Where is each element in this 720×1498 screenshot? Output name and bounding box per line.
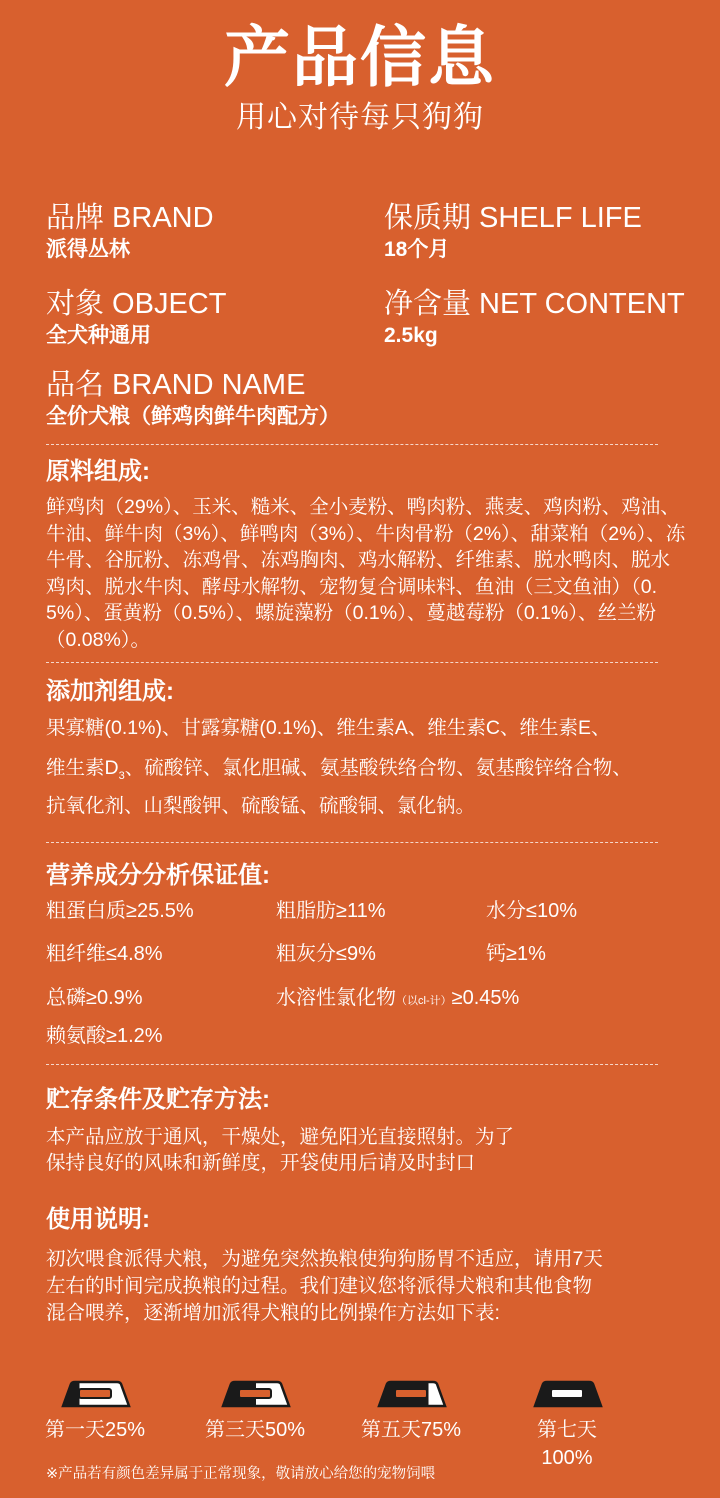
nutrition-heading: 营养成分分析保证值: xyxy=(46,862,270,889)
additives-heading: 添加剂组成: xyxy=(46,678,174,705)
storage-heading: 贮存条件及贮存方法: xyxy=(46,1086,270,1113)
divider xyxy=(46,662,658,663)
additives-line-2-rest: 、硫酸锌、氯化胆碱、氨基酸铁络合物、氨基酸锌络合物、 xyxy=(124,757,632,779)
nutrition-fiber: 粗纤维≤4.8% xyxy=(46,943,163,965)
divider xyxy=(46,1064,658,1065)
usage-line-1: 初次喂食派得犬粮，为避免突然换粮使狗狗肠胃不适应，请用7天 xyxy=(46,1248,603,1270)
icon-window xyxy=(239,1389,271,1398)
usage-line-3: 混合喂养，逐渐增加派得犬粮的比例操作方法如下表: xyxy=(46,1302,500,1324)
page-subtitle: 用心对待每只狗狗 xyxy=(236,101,484,134)
nutrition-phosphorus: 总磷≥0.9% xyxy=(46,987,143,1009)
additives-line-1: 果寡糖(0.1%)、甘露寡糖(0.1%)、维生素A、维生素C、维生素E、 xyxy=(46,717,611,739)
chloride-note: （以cl-计） xyxy=(396,995,452,1007)
brand-label: 品牌 BRAND xyxy=(46,202,214,234)
step-label: 第五天75% xyxy=(360,1419,462,1441)
step-label: 第七天100% xyxy=(537,1419,597,1469)
nutrition-calcium: 钙≥1% xyxy=(486,943,546,965)
object-value: 全犬种通用 xyxy=(46,324,151,347)
shelf-life-value: 18个月 xyxy=(384,238,450,261)
divider xyxy=(46,444,658,445)
chloride-value: ≥0.45% xyxy=(451,987,520,1009)
storage-line-1: 本产品应放于通风，干燥处，避免阳光直接照射。为了 xyxy=(46,1126,515,1148)
feeding-ratio-icon xyxy=(59,1380,131,1408)
icon-fill xyxy=(59,1380,80,1408)
net-content-value: 2.5kg xyxy=(384,324,438,347)
object-label: 对象 OBJECT xyxy=(46,288,227,320)
feeding-ratio-icon xyxy=(219,1380,291,1408)
page-title: 产品信息 xyxy=(224,20,496,94)
icon-window xyxy=(79,1389,111,1398)
usage-heading: 使用说明: xyxy=(46,1206,150,1233)
shelf-life-label: 保质期 SHELF LIFE xyxy=(384,202,642,234)
feeding-ratio-icon xyxy=(531,1380,603,1408)
additives-line-3: 抗氧化剂、山梨酸钾、硫酸锰、硫酸铜、氯化钠。 xyxy=(46,795,476,817)
icon-window xyxy=(395,1389,427,1398)
product-name-label: 品名 BRAND NAME xyxy=(46,369,306,401)
nutrition-protein: 粗蛋白质≥25.5% xyxy=(46,900,194,922)
divider xyxy=(46,842,658,843)
step-label: 第三天50% xyxy=(204,1419,306,1441)
usage-line-2: 左右的时间完成换粮的过程。我们建议您将派得犬粮和其他食物 xyxy=(46,1275,593,1297)
nutrition-fat: 粗脂肪≥11% xyxy=(276,900,386,922)
nutrition-ash: 粗灰分≤9% xyxy=(276,943,376,965)
icon-window xyxy=(551,1389,583,1398)
footnote: ※产品若有颜色差异属于正常现象，敬请放心给您的宠物饲喂 xyxy=(46,1466,436,1482)
storage-line-2: 保持良好的风味和新鲜度，开袋使用后请及时封口 xyxy=(46,1152,476,1174)
nutrition-chloride xyxy=(276,984,519,1015)
product-name-value: 全价犬粮（鲜鸡肉鲜牛肉配方） xyxy=(46,405,340,428)
additives-subscript: 3 xyxy=(118,769,125,782)
nutrition-moisture: 水分≤10% xyxy=(486,900,578,922)
ingredients-heading: 原料组成: xyxy=(46,458,150,485)
chloride-label: 水溶性氯化物 xyxy=(276,987,396,1009)
brand-value: 派得丛林 xyxy=(46,238,130,261)
step-label: 第一天25% xyxy=(44,1419,146,1441)
nutrition-lysine: 赖氨酸≥1.2% xyxy=(46,1025,163,1047)
ingredients-text: 鲜鸡肉（29%）、玉米、糙米、全小麦粉、鸭肉粉、燕麦、鸡肉粉、鸡油、牛油、鲜牛肉（3%）、鲜鸭肉（3%）、牛肉骨粉（2%）、甜菜粕（2%）、冻牛骨、谷朊粉、冻鸡骨、冻鸡胸肉、鸡水解粉、纤维素、脱水鸭肉、脱水鸡肉、脱水牛肉、酵母水解物、宠物复合调味料、鱼油（三文鱼油）（0.5%）、蛋黄粉（0.5%）、螺旋藻粉（0.1%）、蔓越莓粉（0.1%）、丝兰粉（0.08%）。 xyxy=(46,496,686,651)
feeding-ratio-icon xyxy=(375,1380,447,1408)
additives-line-2-prefix: 维生素D xyxy=(46,757,119,779)
net-content-label: 净含量 NET CONTENT xyxy=(384,288,685,320)
feeding-steps xyxy=(0,1376,720,1469)
additives-line-2 xyxy=(46,754,632,790)
